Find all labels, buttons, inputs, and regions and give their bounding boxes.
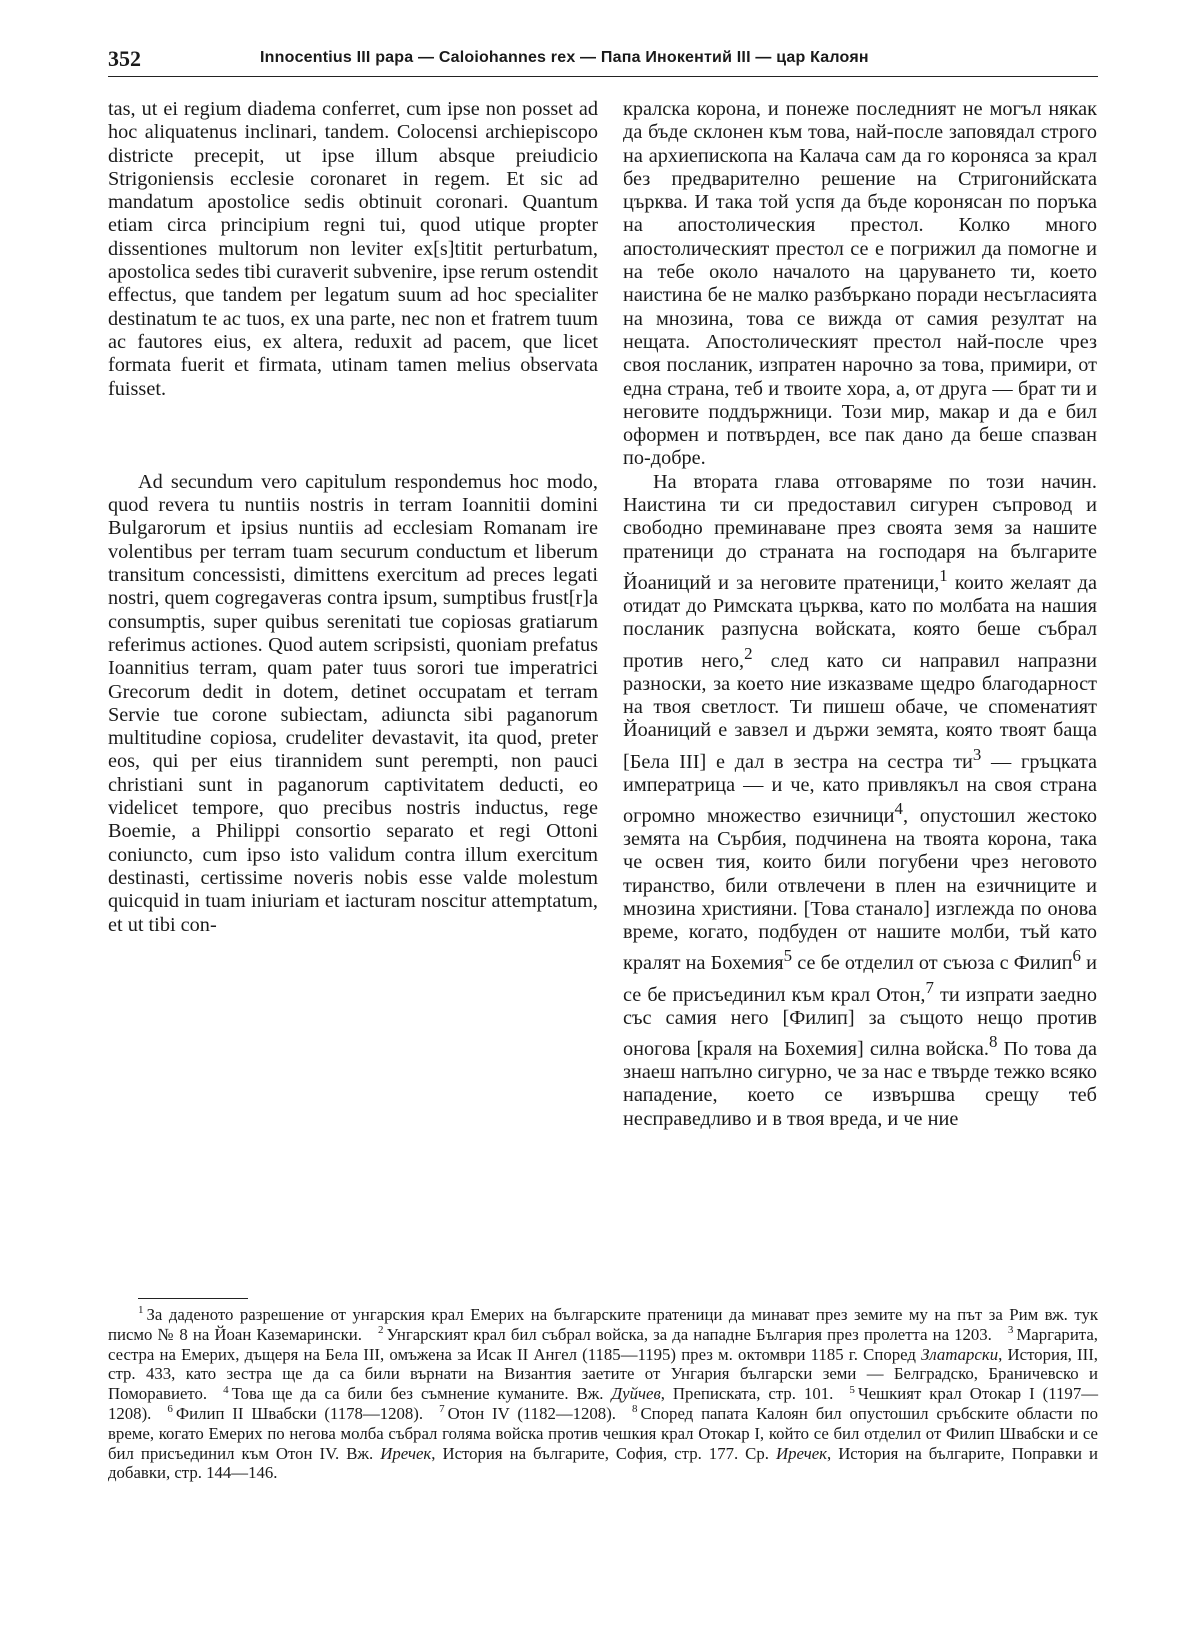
footnote-rule	[138, 1298, 248, 1299]
bulgarian-column	[623, 98, 1097, 1131]
footnote-ref-6[interactable]: 6	[1072, 946, 1081, 966]
footnote-number: 3	[1007, 1324, 1014, 1337]
text-segment: По това да знаеш напълно сигурно, че за нас е твърде тежко всяко нападение, което се извършва срещу теб несправедливо и в твоя вреда, и че ние	[623, 1037, 1097, 1130]
footnote-text: , Преписката, стр. 101.	[660, 1384, 834, 1404]
footnote-7	[439, 1404, 616, 1423]
text-segment: — гръцката императрица — и че, като привлякъл на своя страна огромно множество езичници	[623, 750, 1097, 827]
text-segment: На втората глава отговаряме по този начин. Наистина ти си предоставил сигурен съпровод и свободно преминаване през своята земя за нашите пратеници до страната на господаря на българите Йоаниций и за неговите пратеници,	[623, 470, 1097, 594]
text-segment: се бе отделил от съюза с Филип	[792, 952, 1073, 975]
footnote-text: , История, III, стр. 433, като зестра ще да са били върнати на Византия заетите от Унгария български земи — Белградско, Браничевско и Поморавието.	[108, 1344, 1099, 1404]
footnote-text: , История на българите, София, стр. 177. Ср.	[431, 1443, 776, 1463]
footnote-number: 7	[439, 1403, 445, 1416]
footnotes-text	[108, 1305, 1098, 1483]
latin-paragraph-1: tas, ut ei regium diadema conferret, cum ipse non posset ad hoc aliquatenus inclinari, tandem. Colocensi archiepiscopo districte precepit, ut ipse illum absque preiudicio Strigoniensis ecclesie coronaret in regem. Et sic ad mandatum apostolice sedis obtinuit coronari. Quantum etiam circa principium regni tui, quod utique propter dissentiones multorum non leviter ex[s]titit perturbatum, apostolica sedes tibi curaverit subvenire, ipse rerum ostendit effectus, que tandem per legatum suum ad hoc specialiter destinatum te ac tuos, ex una parte, nec non et fratrem tuum ac fautores eius, ex altera, reduxit ad pacem, que licet formata fuerit et firmata, utinam tamen melius observata fuisset.	[108, 98, 598, 400]
header-rule	[108, 76, 1098, 77]
footnote-text: Чешкият крал Отокар I (1197—1208).	[108, 1384, 1098, 1423]
bulgarian-paragraph-1: кралска корона, и понеже последният не могъл някак да бъде склонен към това, най-после заповядал строго на архиепископа на Калача сам да го короняса за крал без предварително решение на Стригонийската църква. И така той успя да бъде коронясан по поръка на апостолическия престол. Колко много апостолическият престол се е погрижил да помогне и на тебе около началото на царуването ти, което наистина бе не малко разбъркано поради несъгласията на мнозина, това се вижда от самия резултат на нещата. Апостолическият престол най-после чрез своя посланик, изпратен нарочно за това, примири, от една страна, теб и твоите хора, а, от друга — брат ти и неговите поддържници. Този мир, макар и да е бил оформен и потвърден, все пак дано да беше спазван по-добре.	[623, 98, 1097, 470]
footnote-text: Филип II Швабски (1178—1208).	[175, 1403, 424, 1423]
footnote-number: 1	[138, 1304, 144, 1317]
footnote-text: Според папата Калоян бил опустошил сръбските области по време, когато Емерих по негова молба събрал голяма войска против чешкия крал Отокар I, който се бил отделил от Филип Швабски и се бил присъединил към Отон IV. Вж.	[108, 1403, 1098, 1463]
cited-author: Дуйчев	[611, 1384, 661, 1404]
text-segment: , опустошил жестоко земята на Сърбия, подчинена на твоята корона, така че освен тия, които били погубени чрез неговото тиранство, били отвлечени в плен на езичниците и мнозина християни. [Това станало] изглежда по онова време, когато, подбуден от нашите молби, тъй като кралят на Бохемия	[623, 804, 1097, 975]
footnote-number: 4	[223, 1383, 229, 1396]
latin-column	[108, 98, 598, 937]
footnote-ref-2[interactable]: 2	[744, 643, 753, 663]
footnote-text: За даденото разрешение от унгарския крал Емерих на българските пратеници да минават през земите му на път за Рим вж. тук писмо № 8 на Йоан Каземарински.	[108, 1305, 1098, 1344]
footnote-text: Това ще да са били без съмнение куманите. Вж.	[231, 1384, 612, 1404]
footnote-ref-5[interactable]: 5	[783, 946, 793, 966]
footnote-6	[167, 1404, 423, 1423]
footnote-ref-7[interactable]: 7	[925, 977, 934, 997]
footnote-text: Отон IV (1182—1208).	[447, 1403, 616, 1423]
cited-author: Иречек	[380, 1443, 432, 1463]
text-segment: след като си направил напразни разноски, за което ние изказваме щедро благодарност на твоя светлост. Ти пишеш обаче, че споменатият Йоаниций е завзел и държи земята, която твоят баща [Бела III] е дал в зестра на сестра ти	[623, 649, 1097, 773]
text-segment: ти изпрати заедно със самия него [Филип] за същото нещо против оногова [краля на Бохемия] силна войска.	[623, 983, 1097, 1060]
footnote-number: 5	[849, 1383, 855, 1396]
footnotes	[108, 1305, 1098, 1483]
page-header	[108, 46, 1098, 78]
text-segment: които желаят да отидат до Римската църква, като по молбата на нашия посланик разпусна войската, която беше събрал против него,	[623, 571, 1097, 672]
cited-author: Иречек	[775, 1443, 827, 1463]
text-segment: и се бе присъединил към крал Отон,	[623, 952, 1097, 1006]
footnote-text: , История на българите, Поправки и добавки, стр. 144—146.	[108, 1443, 1098, 1483]
cited-author: Златарски	[921, 1344, 999, 1364]
footnote-ref-4[interactable]: 4	[894, 798, 903, 818]
footnote-number: 2	[377, 1324, 384, 1337]
page-number: 352	[108, 46, 141, 71]
footnote-number: 6	[167, 1403, 173, 1416]
footnote-4	[223, 1384, 833, 1403]
latin-paragraph-2: Ad secundum vero capitulum respondemus hoc modo, quod revera tu nuntiis nostris in terram Ioannitii domini Bulgarorum et ipsius nuntiis ad ecclesiam Romanam ire volentibus per terram tuam securum conductum et liberum transitum concessisti, dimittens exercitum ad preces legati nostri, quem cogregaveras contra ipsum, sumptibus frust[r]a consumptis, super quibus serenitati tue copiosas gratiarum referimus actiones. Quod autem scripsisti, quoniam prefatus Ioannitius terram, quam pater tuus sorori tue imperatrici Grecorum dedit in dotem, detinet occupatam et terram Servie tue corone subiectam, adiuncta sibi paganorum multitudine copiosa, crudeliter devastavit, ita quod, preter eos, qui per eius tirannidem sunt perempti, non pauci christiani sunt in paganorum captivitatem deducti, eo videlicet tempore, quo precibus nostris inductus, rege Boemie, a Philippi consortio separato et regi Ottoni coniuncto, cum ipso isto validum contra illum exercitum destinasti, certissime noveris nobis esse valde molestum quicquid in tuam iniuriam et iacturam noscitur attemptatum, et ut tibi con-	[108, 470, 598, 936]
footnote-number: 8	[631, 1403, 638, 1416]
footnote-text: Унгарският крал бил събрал войска, за да нападне България през пролетта на 1203.	[386, 1324, 992, 1344]
running-title: Innocentius III papa — Caloiohannes rex — Папа Инокентий III — цар Калоян	[260, 49, 869, 66]
footnote-ref-1[interactable]: 1	[939, 565, 948, 585]
footnote-ref-8[interactable]: 8	[988, 1031, 998, 1051]
footnote-ref-3[interactable]: 3	[972, 744, 982, 764]
footnote-2	[378, 1325, 992, 1344]
bulgarian-paragraph-2	[623, 471, 1097, 1131]
footnote-text: Маргарита, сестра на Емерих, дъщеря на Бела III, омъжена за Исак II Ангел (1185—1195) през м. октомври 1185 г. Според	[108, 1324, 1098, 1364]
